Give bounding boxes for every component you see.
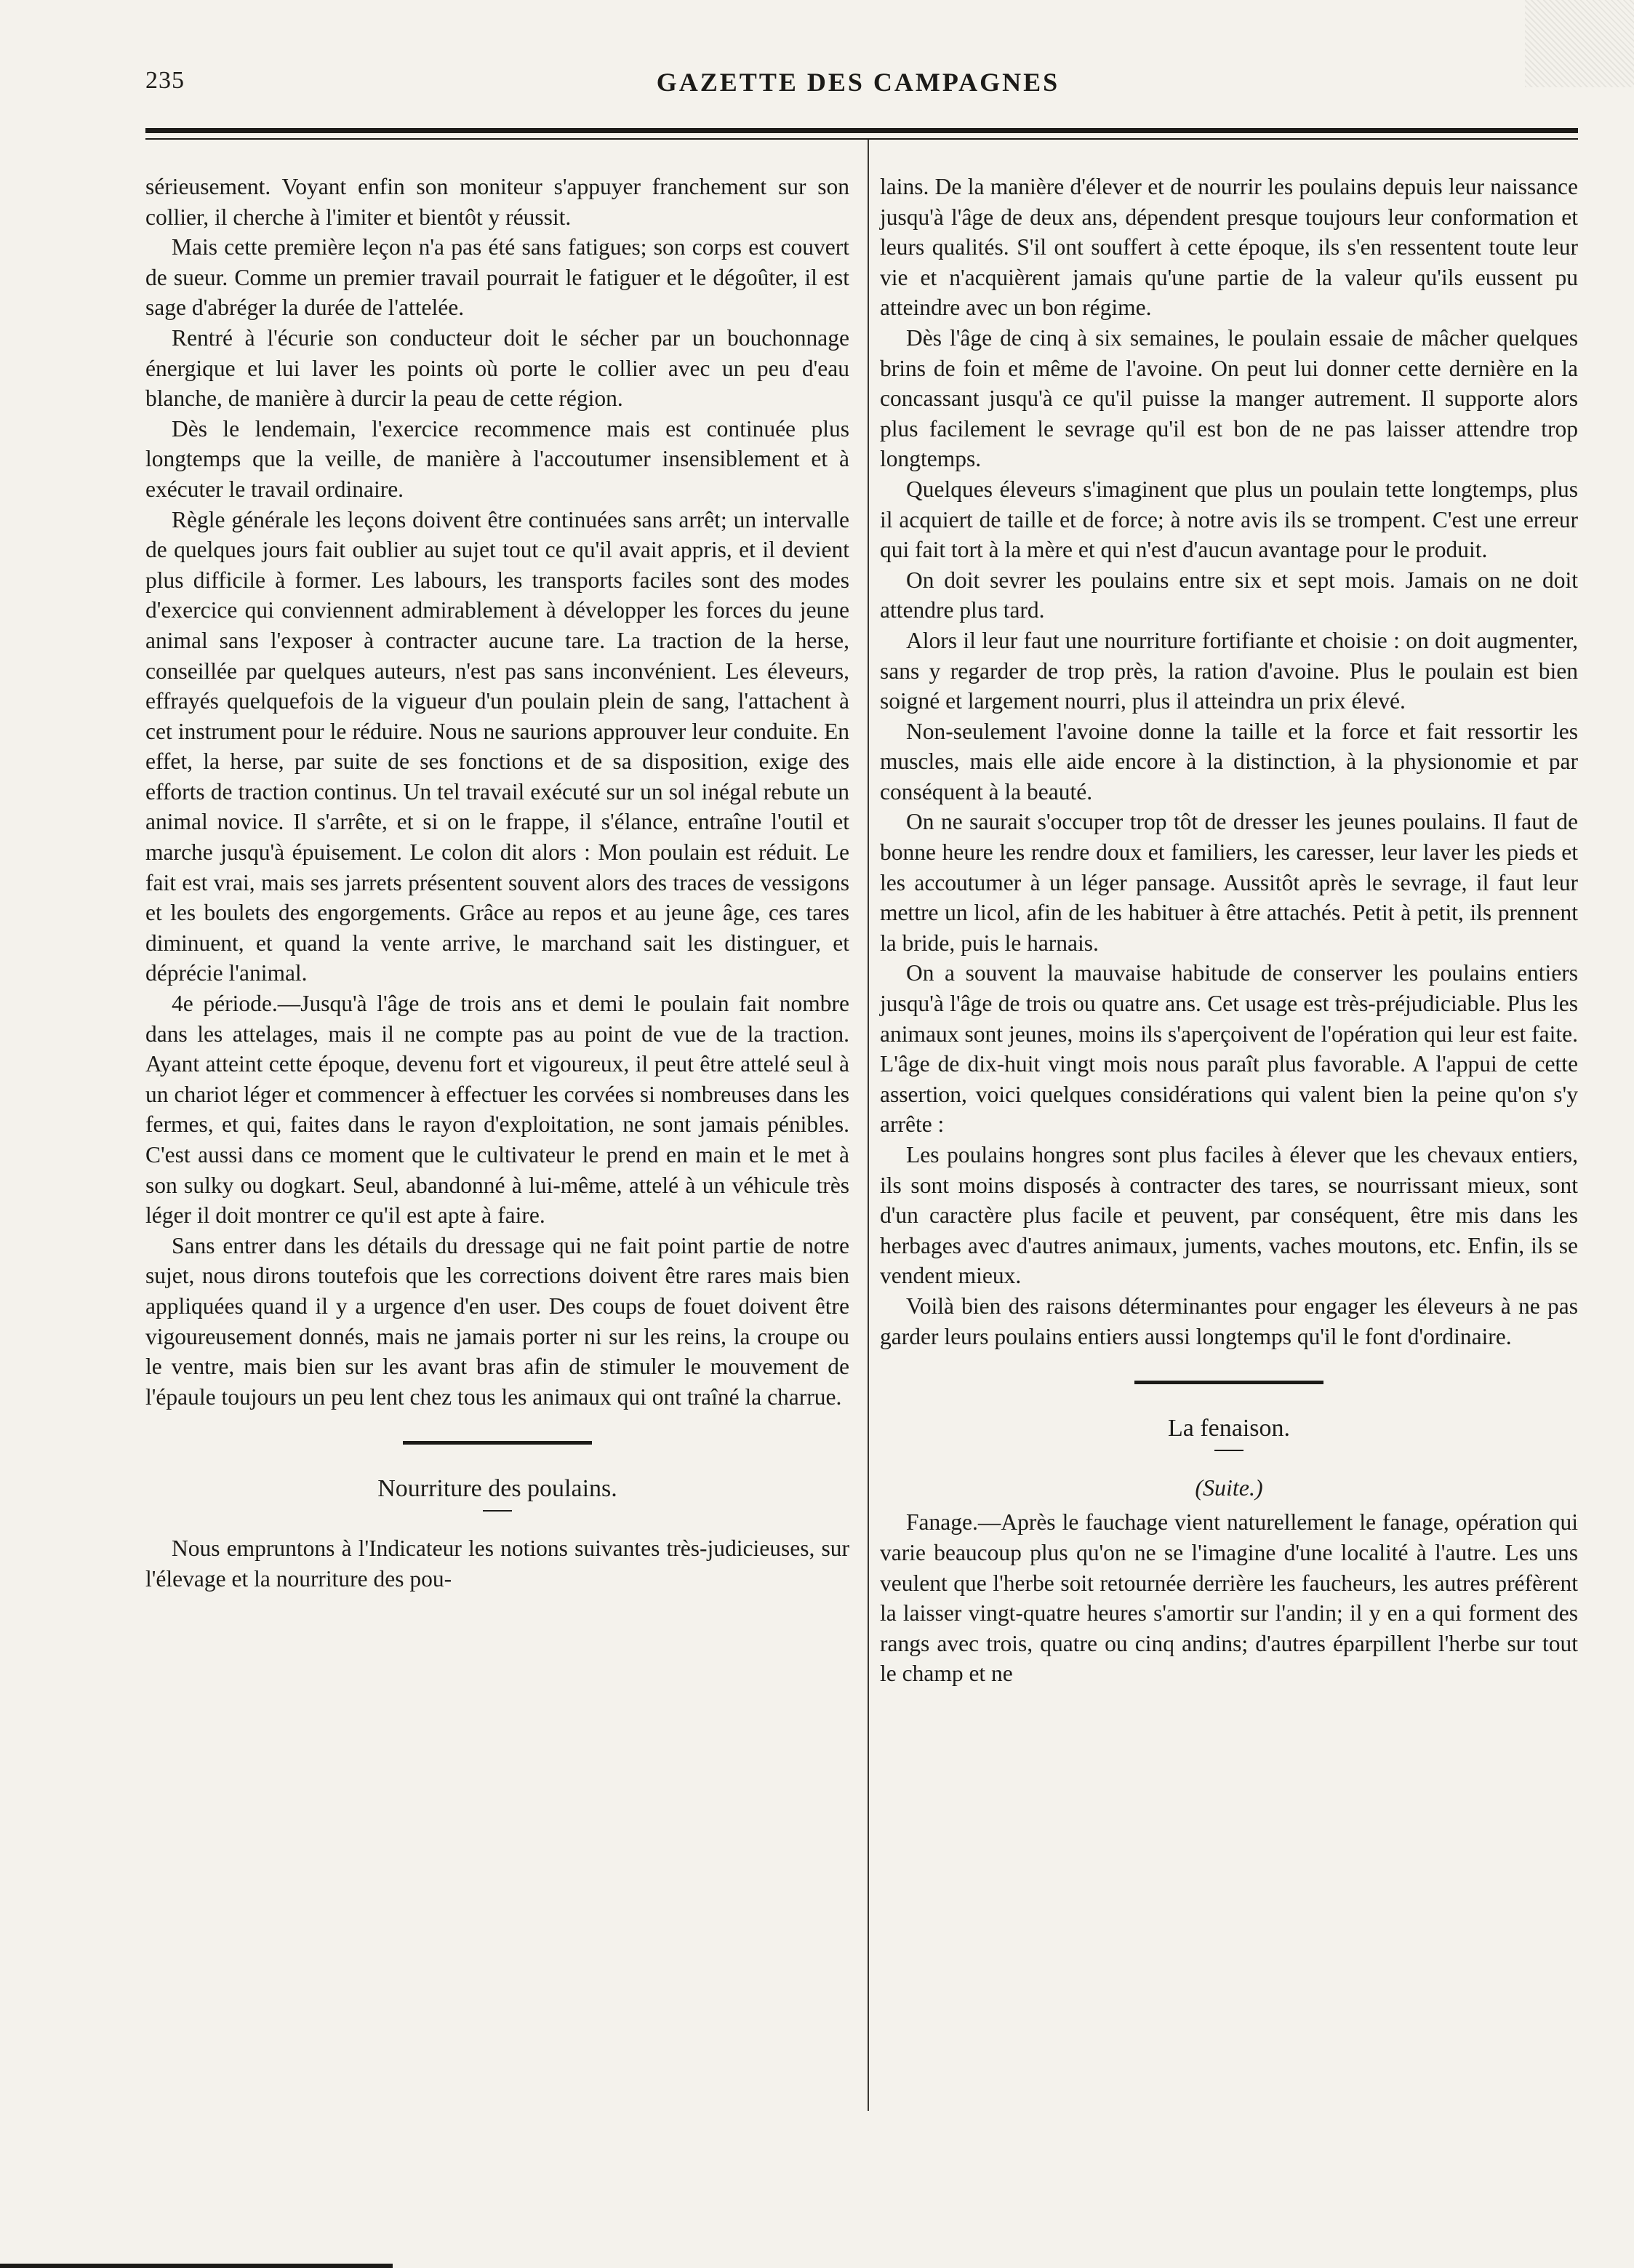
header-rule-thin xyxy=(145,138,1578,140)
paragraph: 4e période.—Jusqu'à l'âge de trois ans et demi le poulain fait nombre dans les attelages, mais il ne compte pas au point de vue de la traction. Ayant atteint cette époque, devenu fort et vigoureux, il peut être attelé seul à un chariot léger et commencer à effectuer les corvées si nombreuses dans les fermes, et qui, faites dans le rayon d'exploitation, ne sont jamais pénibles. C'est aussi dans ce moment que le cultivateur le prend en main et le met à son sulky ou dogkart. Seul, abandonné à lui-même, attelé à un véhicule très léger il doit montrer ce qu'il est apte à faire. xyxy=(145,991,849,1229)
section-subtitle: (Suite.) xyxy=(1195,1474,1263,1501)
scan-edge xyxy=(0,2264,393,2268)
section-separator xyxy=(403,1441,592,1445)
paragraph: Nous empruntons à l'Indicateur les notions suivantes très-judicieuses, sur l'élevage et la nourriture des pou- xyxy=(145,1535,849,1592)
right-column xyxy=(880,172,1578,1689)
left-column xyxy=(145,172,849,1594)
paragraph: Les poulains hongres sont plus faciles à élever que les chevaux entiers, ils sont moins disposés à contracter des tares, se nourrissant mieux, sont d'un caractère plus facile et peuvent, par conséquent, être mis dans les herbages avec d'autres animaux, juments, vaches moutons, etc. Enfin, ils se vendent mieux. xyxy=(880,1142,1578,1289)
paragraph: sérieusement. Voyant enfin son moniteur s'appuyer franchement sur son collier, il cherche à l'imiter et bientôt y réussit. xyxy=(145,174,849,230)
title-dash xyxy=(1214,1450,1243,1451)
paragraph: Rentré à l'écurie son conducteur doit le sécher par un bouchonnage énergique et lui laver les points où porte le collier avec un peu d'eau blanche, de manière à durcir la peau de cette région. xyxy=(145,324,849,412)
column-divider xyxy=(868,140,869,2111)
paragraph: lains. De la manière d'élever et de nourrir les poulains depuis leur naissance jusqu'à l'âge de deux ans, dépendent presque toujours leur conformation et leurs qualités. S'il ont souffert à cette époque, ils s'en ressentent toute leur vie et n'acquièrent jamais qu'une partie de la valeur qu'ils eussent pu atteindre avec un bon régime. xyxy=(880,174,1578,321)
header-rule-thick xyxy=(145,128,1578,133)
page-header xyxy=(145,67,1571,111)
paragraph: Voilà bien des raisons déterminantes pour engager les éleveurs à ne pas garder leurs poulains entiers aussi longtemps qu'il le font d'ordinaire. xyxy=(880,1293,1578,1349)
page-number: 235 xyxy=(145,67,185,94)
paragraph: Quelques éleveurs s'imaginent que plus un poulain tette longtemps, plus il acquiert de taille et de force; à notre avis ils se trompent. C'est une erreur qui fait tort à la mère et qui n'est d'aucun avantage pour le produit. xyxy=(880,476,1578,563)
paragraph: Dès l'âge de cinq à six semaines, le poulain essaie de mâcher quelques brins de foin et même de l'avoine. On peut lui donner cette dernière en la concassant jusqu'à ce qu'il puisse la manger autrement. Il supporte alors plus facilement le sevrage qu'il est bon de ne pas laisser attendre trop longtemps. xyxy=(880,324,1578,472)
section-separator xyxy=(1134,1381,1323,1384)
paragraph: Sans entrer dans les détails du dressage qui ne fait point partie de notre sujet, nous dirons toutefois que les corrections doivent être rares mais bien appliquées quand il y a urgence d'en user. Des coups de fouet doivent être vigoureusement donnés, mais ne jamais porter ni sur les reins, la croupe ou le ventre, mais bien sur les avant bras afin de stimuler le mouvement de l'épaule toujours un peu lent chez tous les animaux qui ont traîné la charrue. xyxy=(145,1232,849,1410)
paragraph: On ne saurait s'occuper trop tôt de dresser les jeunes poulains. Il faut de bonne heure les rendre doux et familiers, les caresser, leur laver les pieds et les accoutumer à un léger pansage. Aussitôt après le sevrage, il faut leur mettre un licol, afin de les habituer à être attachés. Petit à petit, ils prennent la bride, puis le harnais. xyxy=(880,809,1578,956)
paragraph: Dès le lendemain, l'exercice recommence mais est continuée plus longtemps que la veille, de manière à l'accoutumer insensiblement et à exécuter le travail ordinaire. xyxy=(145,415,849,502)
paragraph: On a souvent la mauvaise habitude de conserver les poulains entiers jusqu'à l'âge de trois ou quatre ans. Cet usage est très-préjudiciable. Plus les animaux sont jeunes, moins ils s'aperçoivent de l'opération qui leur est faite. L'âge de dix-huit vingt mois nous paraît plus favorable. A l'appui de cette assertion, voici quelques considérations qui valent bien la peine qu'on s'y arrête : xyxy=(880,960,1578,1138)
paragraph: Non-seulement l'avoine donne la taille et la force et fait ressortir les muscles, mais elle aide encore à la distinction, à la physionomie et par conséquent à la beauté. xyxy=(880,718,1578,804)
section-title: Nourriture des poulains. xyxy=(377,1475,617,1503)
paragraph: Fanage.—Après le fauchage vient naturellement le fanage, opération qui varie beaucoup plus qu'on ne se l'imagine d'une localité à l'autre. Les uns veulent que l'herbe soit retournée derrière les faucheurs, les autres préfèrent la laisser vingt-quatre heures s'amortir sur l'andin; il y en a qui forment des rangs avec trois, quatre ou cinq andins; d'autres éparpillent l'herbe sur tout le champ et ne xyxy=(880,1509,1578,1687)
paragraph: On doit sevrer les poulains entre six et sept mois. Jamais on ne doit attendre plus tard. xyxy=(880,567,1578,623)
title-dash xyxy=(483,1510,512,1512)
paragraph: Alors il leur faut une nourriture fortifiante et choisie : on doit augmenter, sans y regarder de trop près, la ration d'avoine. Plus le poulain est bien soigné et largement nourri, plus il atteindra un prix élevé. xyxy=(880,627,1578,714)
paragraph: Mais cette première leçon n'a pas été sans fatigues; son corps est couvert de sueur. Comme un premier travail pourrait le fatiguer et le dégoûter, il est sage d'abréger la durée de l'attelée. xyxy=(145,234,849,321)
running-title: GAZETTE DES CAMPAGNES xyxy=(656,68,1060,97)
section-title: La fenaison. xyxy=(1167,1415,1291,1442)
paragraph: Règle générale les leçons doivent être continuées sans arrêt; un intervalle de quelques jours fait oublier au sujet tout ce qu'il avait appris, et il devient plus difficile à former. Les labours, les transports faciles sont des modes d'exercice qui conviennent admirablement à développer les forces du jeune animal sans l'exposer à contracter aucune tare. La traction de la herse, conseillée par quelques auteurs, n'est pas sans inconvénient. Les éleveurs, effrayés quelquefois de la vigueur d'un poulain plein de sang, l'attachent à cet instrument pour le réduire. Nous ne saurions approuver leur conduite. En effet, la herse, par suite de ses fonctions et de sa disposition, exige des efforts de traction continus. Un tel travail exécuté sur un sol inégal rebute un animal novice. Il s'arrête, et si on le frappe, il s'élance, entraîne l'outil et marche jusqu'à épuisement. Le colon dit alors : Mon poulain est réduit. Le fait est vrai, mais ses jarrets présentent souvent alors des traces de vessigons et les boulets des engorgements. Grâce au repos et au jeune âge, ces tares diminuent, et quand la vente arrive, le marchand sait les distinguer, et déprécie l'animal. xyxy=(145,506,849,986)
